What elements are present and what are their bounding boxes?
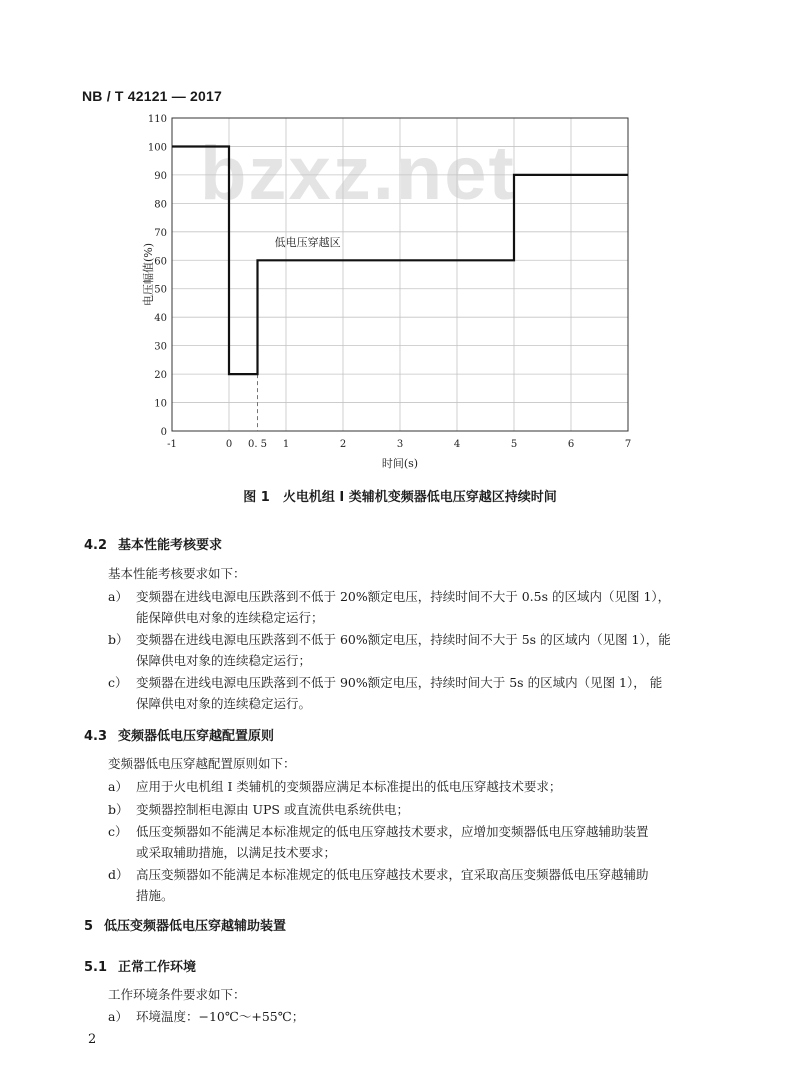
- list-item-continuation: 保障供电对象的连续稳定运行。: [136, 696, 312, 711]
- x-tick-label: 1: [282, 439, 290, 450]
- y-axis-label: 电压幅值(%): [142, 242, 155, 307]
- section-title: 低压变频器低电压穿越辅助装置: [104, 919, 287, 934]
- section-title: 正常工作环境: [118, 960, 197, 975]
- section-intro: 基本性能考核要求如下：: [108, 566, 246, 581]
- list-item-continuation: 能保障供电对象的连续稳定运行；: [136, 610, 324, 625]
- page-number: 2: [88, 1032, 97, 1047]
- chart-grid: [172, 118, 628, 431]
- x-tick-label: 0. 5: [247, 439, 268, 450]
- section-number: 4.3: [84, 729, 108, 744]
- list-text: 高压变频器如不能满足本标准规定的低电压穿越技术要求，宜采取高压变频器低电压穿越辅助: [136, 867, 649, 882]
- x-tick-label: -1: [167, 439, 177, 450]
- y-tick-label: 60: [154, 256, 167, 268]
- list-text: 环境温度：−10℃～+55℃；: [136, 1009, 305, 1024]
- list-marker: a）: [108, 779, 128, 794]
- list-marker: c）: [108, 824, 128, 839]
- section-heading-5-1: [84, 956, 196, 975]
- x-tick-label: 4: [453, 439, 461, 450]
- y-tick-label: 10: [154, 398, 167, 410]
- standard-code-header: NB / T 42121 — 2017: [82, 88, 222, 104]
- list-text: 应用于火电机组 I 类辅机的变频器应满足本标准提出的低电压穿越技术要求；: [136, 779, 562, 794]
- list-item-4-3-d: [108, 865, 649, 883]
- x-tick-label: 6: [567, 439, 575, 450]
- list-item-4-2-b: [108, 630, 671, 648]
- list-marker: a）: [108, 1009, 128, 1024]
- section-number: 5.1: [84, 960, 108, 975]
- chart-axes: [148, 114, 631, 450]
- list-item-continuation: 或采取辅助措施，以满足技术要求；: [136, 845, 337, 860]
- x-tick-label: 5: [510, 439, 518, 450]
- list-marker: a）: [108, 589, 128, 604]
- y-tick-label: 0: [160, 427, 167, 438]
- x-tick-label: 0: [225, 439, 233, 450]
- list-item-continuation: 措施。: [136, 888, 174, 903]
- x-tick-label: 7: [624, 439, 632, 450]
- list-item-continuation: 保障供电对象的连续稳定运行；: [136, 653, 312, 668]
- list-item-4-2-c: [108, 673, 662, 691]
- section-number: 4.2: [84, 538, 108, 553]
- y-tick-label: 20: [154, 370, 167, 382]
- section-title: 变频器低电压穿越配置原则: [118, 729, 275, 744]
- y-tick-label: 70: [154, 227, 167, 239]
- y-tick-label: 40: [154, 313, 167, 325]
- watermark-text: bzxz.net: [200, 131, 516, 216]
- list-marker: b）: [108, 802, 129, 817]
- list-marker: b）: [108, 632, 129, 647]
- list-text: 变频器在进线电源电压跌落到不低于 20%额定电压，持续时间不大于 0.5s 的区域内（见图 1），: [136, 589, 671, 604]
- section-title: 基本性能考核要求: [118, 538, 223, 553]
- y-tick-label: 50: [154, 284, 167, 296]
- figure-caption: 图 1 火电机组 I 类辅机变频器低电压穿越区持续时间: [243, 490, 557, 505]
- list-item-4-2-a: [108, 587, 670, 605]
- section-heading-4-3: [84, 725, 274, 744]
- section-intro: 工作环境条件要求如下：: [108, 987, 246, 1002]
- x-axis-label: 时间(s): [381, 457, 419, 470]
- list-marker: d）: [108, 867, 129, 882]
- list-text: 变频器在进线电源电压跌落到不低于 90%额定电压，持续时间大于 5s 的区域内（见图 1）， 能: [136, 675, 663, 690]
- voltage-ride-through-chart: [0, 0, 800, 480]
- x-tick-label: 3: [396, 439, 404, 450]
- y-tick-label: 80: [154, 199, 167, 211]
- annotation-label: 低电压穿越区: [274, 236, 341, 250]
- list-text: 变频器在进线电源电压跌落到不低于 60%额定电压，持续时间不大于 5s 的区域内（见图 1），能: [136, 632, 671, 647]
- section-intro: 变频器低电压穿越配置原则如下：: [108, 756, 296, 771]
- list-text: 变频器控制柜电源由 UPS 或直流供电系统供电；: [136, 802, 409, 817]
- y-tick-label: 90: [154, 170, 167, 182]
- section-heading-5: [84, 915, 286, 934]
- list-item-4-3-c: [108, 822, 649, 840]
- x-tick-label: 2: [339, 439, 347, 450]
- list-text: 低压变频器如不能满足本标准规定的低电压穿越技术要求，应增加变频器低电压穿越辅助装置: [136, 824, 649, 839]
- list-marker: c）: [108, 675, 128, 690]
- chart-labels: [141, 235, 418, 470]
- list-item-5-1-a: [108, 1007, 304, 1025]
- y-tick-label: 30: [154, 341, 167, 353]
- y-tick-label: 110: [147, 114, 167, 125]
- section-heading-4-2: [84, 534, 222, 553]
- list-item-4-3-b: [108, 800, 409, 818]
- section-number: 5: [84, 919, 94, 934]
- y-tick-label: 100: [147, 142, 167, 154]
- list-item-4-3-a: [108, 777, 561, 795]
